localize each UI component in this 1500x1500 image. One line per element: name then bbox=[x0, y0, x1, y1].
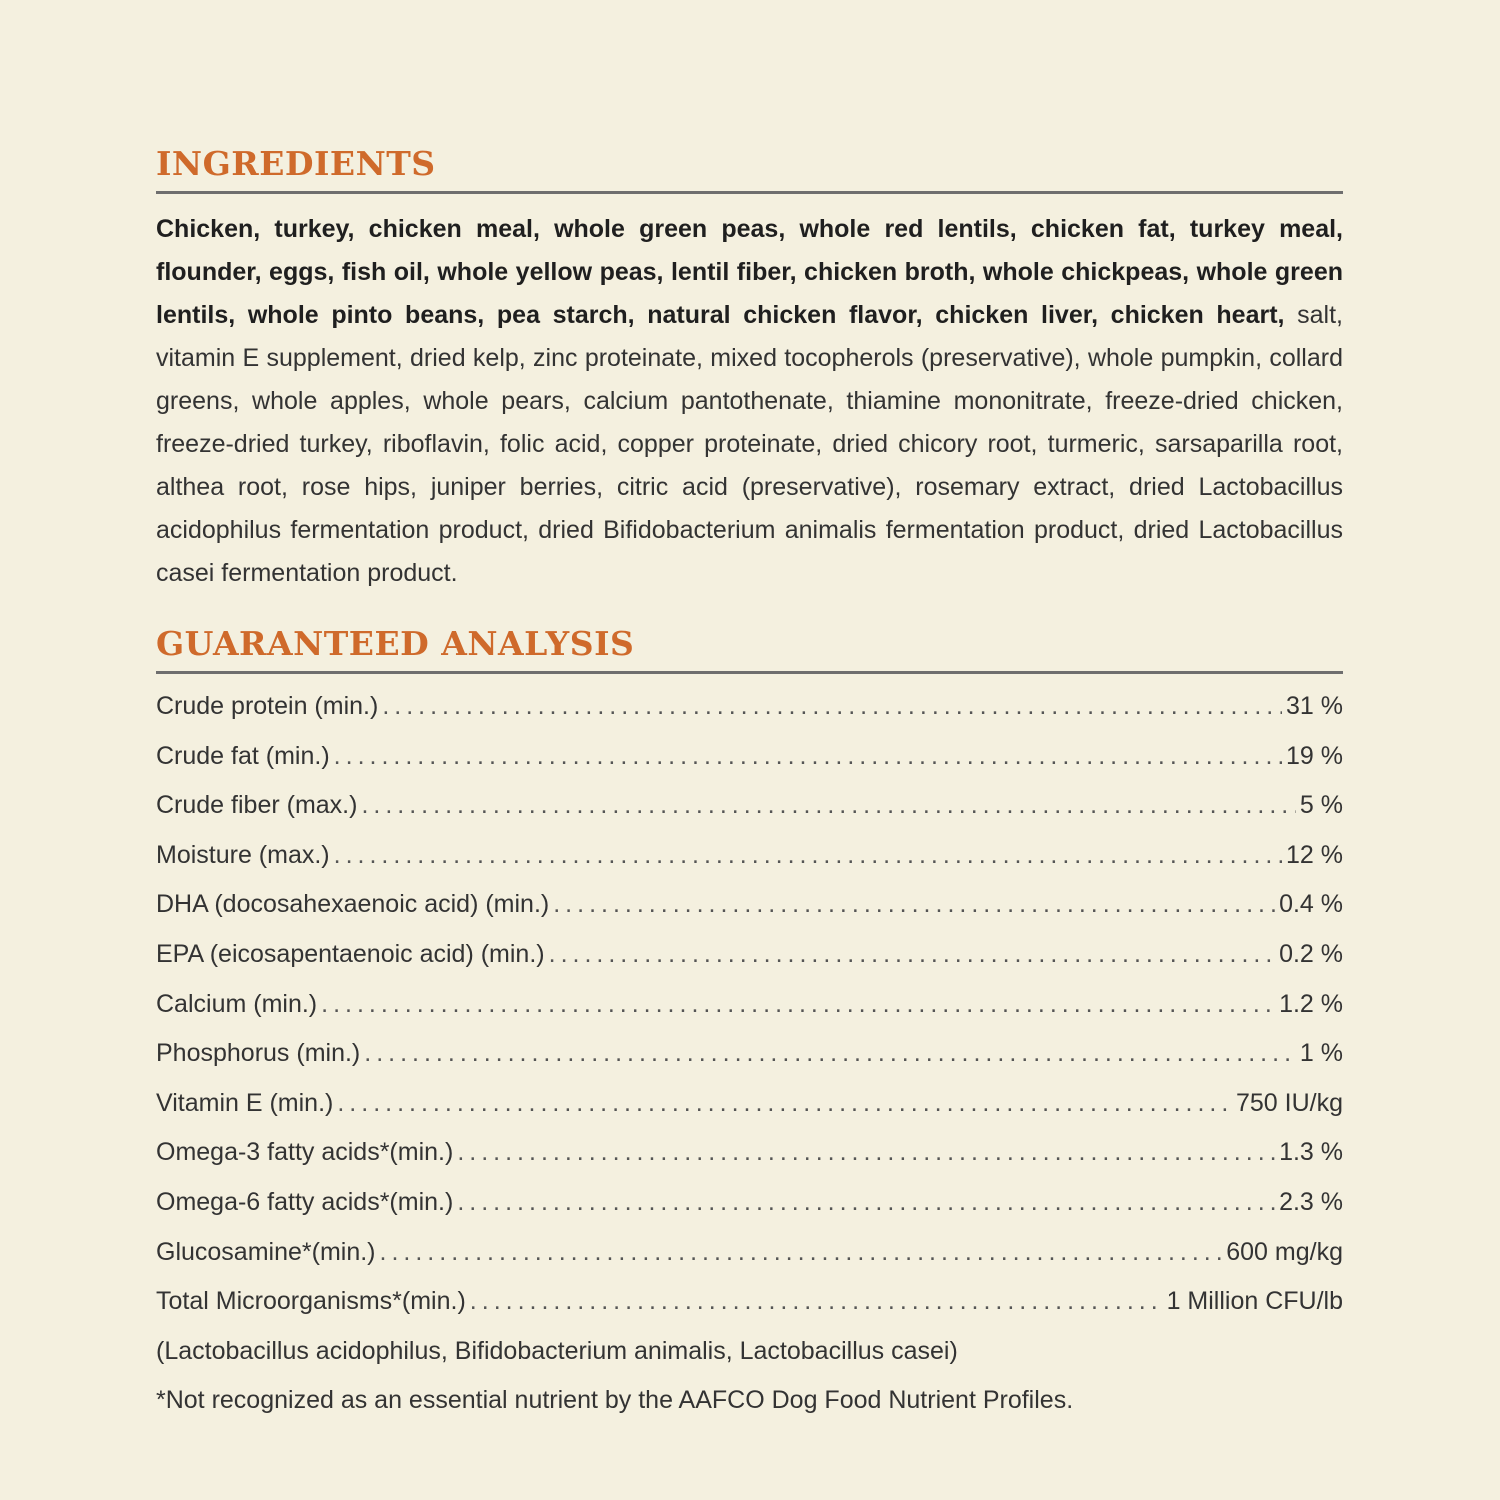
ingredients-secondary: salt, vitamin E supplement, dried kelp, zinc proteinate, mixed tocopherols (preservative), whole pumpkin, collard greens, whole apples, whole pears, calcium pantothenate, thiamine mononitrate, freeze-dried chicken, freeze-dried turkey, riboflavin, folic acid, copper proteinate, dried chicory root, turmeric, sarsaparilla root, althea root, rose hips, juniper berries, citric acid (preservative), rosemary extract, dried Lactobacillus acidophilus fermentation product, dried Bifidobacterium animalis fermentation product, dried Lactobacillus casei fermentation product. bbox=[156, 301, 1343, 587]
analysis-label: Glucosamine*(min.) bbox=[156, 1237, 376, 1266]
analysis-label: Crude protein (min.) bbox=[156, 692, 379, 720]
analysis-row bbox=[156, 1277, 1343, 1327]
dot-leader bbox=[337, 1079, 1232, 1129]
dot-leader bbox=[364, 1029, 1296, 1079]
analysis-value: 600 mg/kg bbox=[1226, 1237, 1343, 1266]
analysis-row bbox=[156, 930, 1343, 980]
analysis-label: DHA (docosahexaenoic acid) (min.) bbox=[156, 890, 550, 919]
guaranteed-analysis-heading: GUARANTEED ANALYSIS bbox=[156, 624, 635, 663]
dot-leader bbox=[361, 781, 1295, 831]
microorganisms-note: (Lactobacillus acidophilus, Bifidobacterium animalis, Lactobacillus casei) bbox=[156, 1336, 958, 1365]
guaranteed-analysis-list bbox=[156, 682, 1343, 1327]
ingredients-text bbox=[156, 208, 1343, 595]
analysis-label: Vitamin E (min.) bbox=[156, 1088, 334, 1117]
ingredients-primary: Chicken, turkey, chicken meal, whole green peas, whole red lentils, chicken fat, turkey meal, flounder, eggs, fish oil, whole yellow peas, lentil fiber, chicken broth, whole chickpeas, whole green lentils, whole pinto beans, pea starch, natural chicken flavor, chicken liver, chicken heart, bbox=[156, 215, 1343, 329]
dot-leader bbox=[334, 831, 1282, 881]
analysis-value: 31 % bbox=[1286, 692, 1343, 720]
analysis-value: 1.3 % bbox=[1279, 1138, 1343, 1167]
dot-leader bbox=[380, 1228, 1223, 1278]
analysis-row bbox=[156, 1228, 1343, 1278]
analysis-value: 0.2 % bbox=[1279, 939, 1343, 968]
guaranteed-analysis-divider bbox=[156, 671, 1343, 674]
analysis-value: 19 % bbox=[1286, 741, 1343, 770]
analysis-row bbox=[156, 781, 1343, 831]
analysis-value: 0.4 % bbox=[1279, 890, 1343, 919]
aafco-footnote: *Not recognized as an essential nutrient by the AAFCO Dog Food Nutrient Profiles. bbox=[156, 1386, 1074, 1415]
analysis-value: 750 IU/kg bbox=[1235, 1088, 1343, 1117]
analysis-value: 2.3 % bbox=[1279, 1187, 1343, 1216]
analysis-row bbox=[156, 1029, 1343, 1079]
analysis-label: Calcium (min.) bbox=[156, 989, 318, 1018]
analysis-label: EPA (eicosapentaenoic acid) (min.) bbox=[156, 939, 545, 968]
guaranteed-analysis-header bbox=[156, 623, 1343, 674]
analysis-label: Moisture (max.) bbox=[156, 840, 330, 869]
analysis-row bbox=[156, 980, 1343, 1030]
analysis-label: Crude fiber (max.) bbox=[156, 791, 358, 820]
analysis-row bbox=[156, 880, 1343, 930]
dot-leader bbox=[457, 1178, 1275, 1228]
analysis-row bbox=[156, 682, 1343, 732]
dot-leader bbox=[553, 880, 1275, 930]
analysis-row bbox=[156, 1178, 1343, 1228]
dot-leader bbox=[382, 682, 1282, 732]
analysis-label: Omega-3 fatty acids*(min.) bbox=[156, 1138, 454, 1167]
dot-leader bbox=[457, 1128, 1275, 1178]
analysis-label: Crude fat (min.) bbox=[156, 741, 330, 770]
analysis-value: 1 % bbox=[1299, 1039, 1343, 1068]
ingredients-divider bbox=[156, 191, 1343, 194]
analysis-row bbox=[156, 1128, 1343, 1178]
ingredients-heading: INGREDIENTS bbox=[156, 144, 436, 183]
dot-leader bbox=[549, 930, 1275, 980]
dot-leader bbox=[470, 1277, 1163, 1327]
analysis-row bbox=[156, 1079, 1343, 1129]
analysis-value: 1 Million CFU/lb bbox=[1166, 1287, 1343, 1316]
analysis-value: 12 % bbox=[1286, 840, 1343, 869]
analysis-label: Phosphorus (min.) bbox=[156, 1039, 361, 1068]
analysis-row bbox=[156, 831, 1343, 881]
dot-leader bbox=[321, 980, 1275, 1030]
analysis-value: 1.2 % bbox=[1279, 989, 1343, 1018]
analysis-label: Omega-6 fatty acids*(min.) bbox=[156, 1187, 454, 1216]
analysis-value: 5 % bbox=[1299, 791, 1343, 820]
dot-leader bbox=[334, 732, 1282, 782]
analysis-row bbox=[156, 732, 1343, 782]
analysis-label: Total Microorganisms*(min.) bbox=[156, 1287, 466, 1316]
